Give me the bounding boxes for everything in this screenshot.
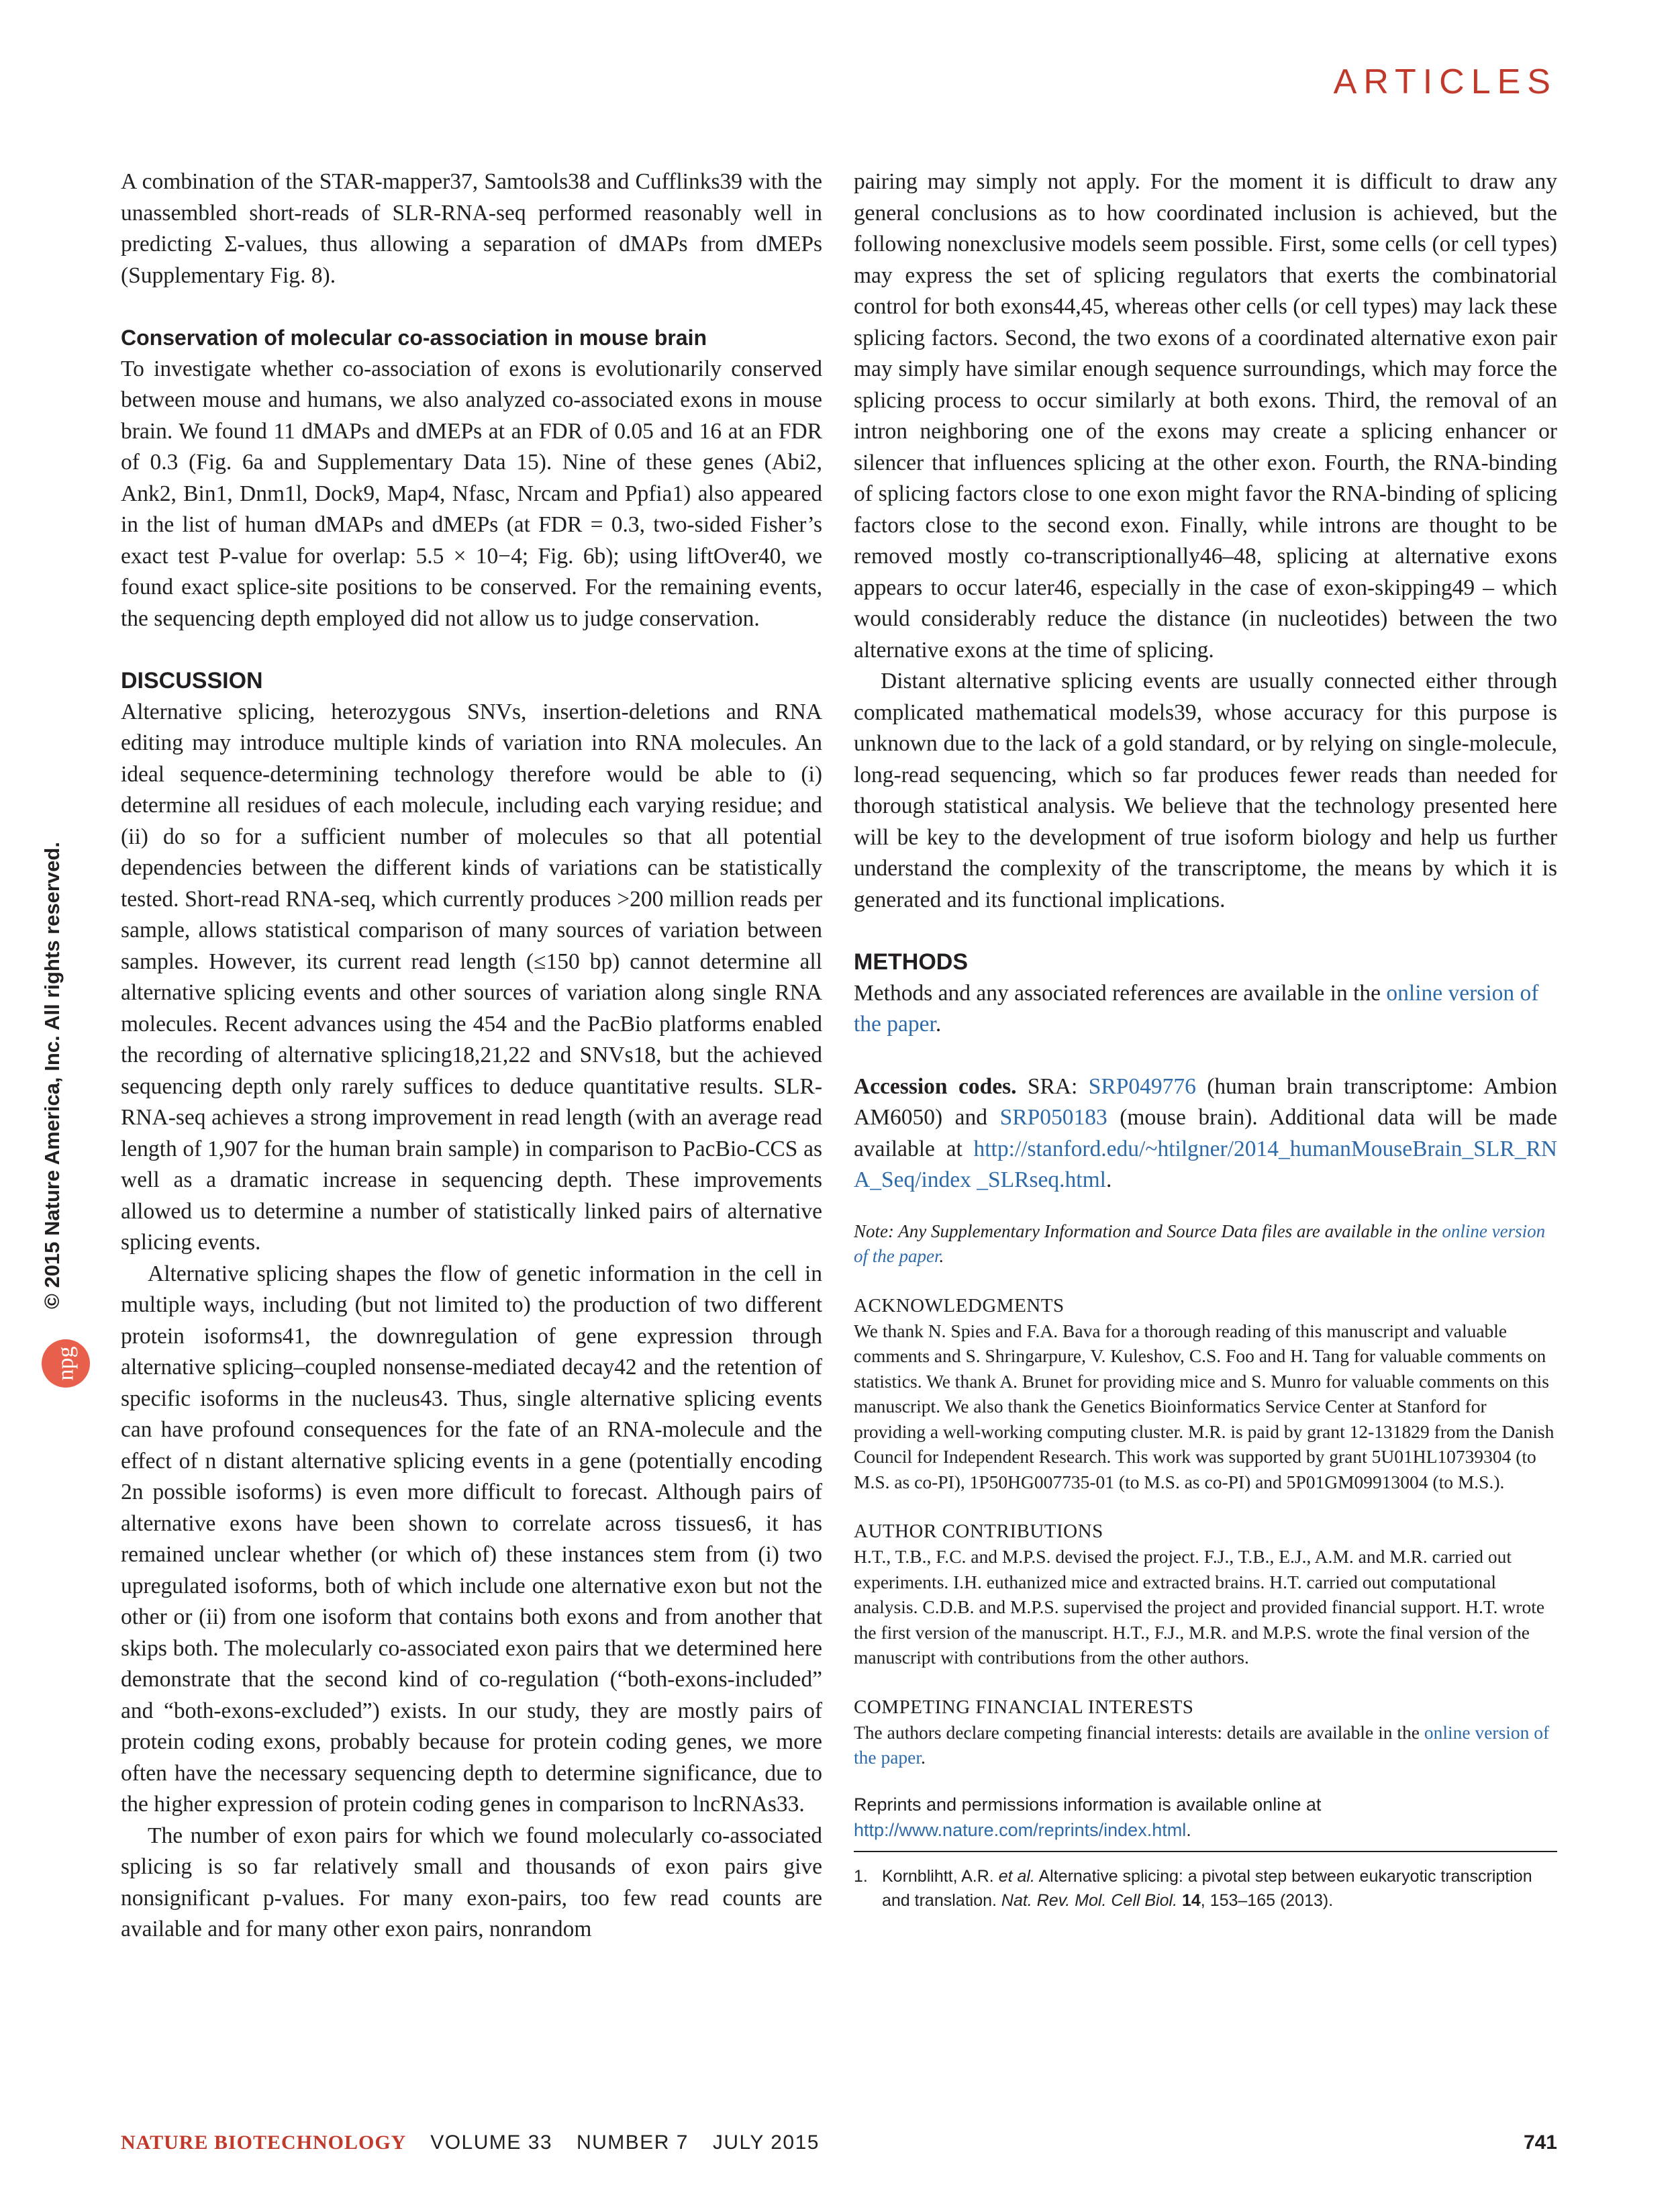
accession-sra: SRA: xyxy=(1027,1073,1078,1099)
reference-title: Alternative splicing: a pivotal step between eukaryotic transcription and translation. xyxy=(882,1866,1532,1910)
discussion-paragraph-3-continued: pairing may simply not apply. For the moment it is difficult to draw any general conclusions as to how coordinated inclusion is achieved, but the following nonexclusive models seem possible. First, some cells (or cell types) may express the set of splicing regulators that exerts the combinatorial control for both exons44,45, whereas other cells (or cell types) may lack these splicing factors. Second, the two exons of a coordinated alternative exon pair may simply have similar enough sequence surroundings, which may force the splicing process to occur similarly at both exons. Third, the removal of an intron neighboring one of the exons may create a splicing enhancer or silencer that influences splicing at the other exon. Fourth, the RNA-binding of splicing factors close to one exon might favor the RNA-binding of splicing factors close to the second exon. Finally, while introns are thought to be removed mostly co-transcriptionally46–48, splicing at alternative exons appears to occur later46, especially in the case of exon-skipping49 – which would considerably reduce the distance (in nucleotides) between the two alternative exons at the time of splicing. xyxy=(854,169,1557,663)
supplementary-note: Note: Any Supplementary Information and Source Data files are available in the online version of the paper. xyxy=(854,1220,1546,1266)
right-column xyxy=(854,166,1557,1913)
reference-journal: Nat. Rev. Mol. Cell Biol. xyxy=(1001,1890,1178,1910)
reference-authors: Kornblihtt, A.R. xyxy=(882,1866,994,1886)
accession-desc-human: (human brain transcriptome: Ambion AM6050) and xyxy=(854,1073,1558,1130)
references-divider xyxy=(854,1851,1557,1852)
copyright-notice: © 2015 Nature America, Inc. All rights reserved. xyxy=(40,842,64,1309)
author-contributions-heading: AUTHOR CONTRIBUTIONS xyxy=(854,1521,1103,1542)
accession-paragraph: Accession codes. SRA: SRP049776 (human brain transcriptome: Ambion AM6050) and SRP050183 (mouse brain). Additional data will be made available at http://stanford.edu/~htilgner/2014_humanMouseBrain_SLR_RNA_Seq/index _SLRseq.html. xyxy=(854,1073,1558,1192)
author-contributions-text: H.T., T.B., F.C. and M.P.S. devised the project. F.J., T.B., E.J., A.M. and M.R. carried out experiments. I.H. euthanized mice and extracted brains. H.T. carried out computational analysis. C.D.B. and M.P.S. supervised the project and provided financial support. H.T. wrote the first version of the manuscript. H.T., F.J., M.R. and M.P.S. wrote the final version of the manuscript with contributions from the other authors. xyxy=(854,1546,1545,1668)
npg-logo-text: npg xyxy=(53,1346,78,1381)
accession-data-url[interactable]: http://stanford.edu/~htilgner/2014_humanMouseBrain_SLR_RNA_Seq/index _SLRseq.html xyxy=(854,1136,1557,1192)
discussion-paragraph-1: Alternative splicing, heterozygous SNVs, insertion-deletions and RNA editing may introduce multiple kinds of variation into RNA molecules. An ideal sequence-determining technology therefore would be able to (i) determine all residues of each molecule, including each varying residue; and (ii) do so for a sufficient number of molecules so that all potential dependencies between the different kinds of variations can be statistically tested. Short-read RNA-seq, which currently produces >200 million reads per sample, allows statistical comparison of many sources of variation between samples. However, its current read length (≤150 bp) cannot determine all alternative splicing events and other sources of variation along single RNA molecules. Recent advances using the 454 and the PacBio platforms enabled the recording of alternative splicing18,21,22 and SNVs18, but the achieved sequencing depth only rarely suffices to deduce quantitative results. SLR-RNA-seq achieves a strong improvement in read length (with an average read length of 1,907 for the human brain sample) in comparison to PacBio-CCS as well as a dramatic increase in sequencing depth. These improvements allowed us to determine a number of statistically linked pairs of alternative splicing events. xyxy=(121,699,822,1255)
discussion-paragraph-4: Distant alternative splicing events are usually connected either through complicated mathematical models39, whose accuracy for this purpose is unknown due to the lack of a gold standard, or by relying on single-molecule, long-read sequencing, which so far produces fewer reads than needed for thorough statistical analysis. We believe that the technology presented here will be key to the development of true isoform biology and help us further understand the complexity of the transcriptome, the means by which it is generated and its functional implications. xyxy=(854,669,1557,912)
note-online-link[interactable]: online version of the paper xyxy=(854,1220,1546,1266)
npg-logo xyxy=(42,1339,90,1388)
accession-label: Accession codes. xyxy=(854,1073,1017,1099)
reprints-text: Reprints and permissions information is available online at xyxy=(854,1794,1322,1815)
reference-item xyxy=(854,1864,1557,1913)
note-text: Note: Any Supplementary Information and Source Data files are available in the xyxy=(854,1220,1438,1241)
reprints-link[interactable]: http://www.nature.com/reprints/index.html xyxy=(854,1819,1187,1840)
reference-etal: et al. xyxy=(998,1866,1035,1886)
competing-interests-paragraph: The authors declare competing financial interests: details are available in the online version of the paper. xyxy=(854,1721,1550,1768)
methods-online-link[interactable]: online version of the paper xyxy=(854,980,1539,1037)
discussion-paragraph-2: Alternative splicing shapes the flow of genetic information in the cell in multiple ways, including (but not limited to) the production of two different protein isoforms41, the downregulation of gene expression through alternative splicing–coupled nonsense-mediated decay42 and the retention of specific isoforms in the nucleus43. Thus, single alternative splicing events can have profound consequences for the fate of an RNA-molecule and the effect of n distant alternative splicing events in a gene (potentially encoding 2n possible isoforms) is even more difficult to forecast. Although pairs of alternative exons have been shown to correlate across tissues6, it has remained unclear whether (or which of) these instances stem from (i) two upregulated isoforms, both of which include one alternative exon but not the other or (ii) from one isoform that contains both exons and from another that skips both. The molecularly co-associated exon pairs that we determined here demonstrate that the second kind of co-regulation (“both-exons-included” and “both-exons-excluded”) exists. In our study, they are mostly pairs of protein coding exons, probably because for protein coding genes, we more often have the necessary sequencing depth to determine significance, due to the higher expression of protein coding genes in comparison to lncRNAs33. xyxy=(121,1261,822,1817)
competing-interests-heading: COMPETING FINANCIAL INTERESTS xyxy=(854,1696,1194,1718)
intro-paragraph: A combination of the STAR-mapper37, Samtools38 and Cufflinks39 with the unassembled short-reads of SLR-RNA-seq performed reasonably well in predicting Σ-values, thus allowing a separation of dMAPs from dMEPs (Supplementary Fig. 8). xyxy=(121,169,822,288)
page-number: 741 xyxy=(1523,2131,1557,2154)
conservation-heading: Conservation of molecular co-association in mouse brain xyxy=(121,326,707,350)
acknowledgments-heading: ACKNOWLEDGMENTS xyxy=(854,1294,1065,1316)
footer-journal: NATURE BIOTECHNOLOGY xyxy=(121,2131,407,2154)
accession-code-human[interactable]: SRP049776 xyxy=(1088,1073,1196,1099)
conservation-paragraph: To investigate whether co-association of exons is evolutionarily conserved between mouse and humans, we also analyzed co-associated exons in mouse brain. We found 11 dMAPs and dMEPs at an FDR of 0.05 and 16 at an FDR of 0.3 (Fig. 6a and Supplementary Data 15). Nine of these genes (Abi2, Ank2, Bin1, Dnm1l, Dock9, Map4, Nfasc, Nrcam and Ppfia1) also appeared in the list of human dMAPs and dMEPs (at FDR = 0.3, two-sided Fisher’s exact test P-value for overlap: 5.5 × 10−4; Fig. 6b); using liftOver40, we found exact splice-site positions to be conserved. For the remaining events, the sequencing depth employed did not allow us to judge conservation. xyxy=(121,356,822,631)
discussion-heading: DISCUSSION xyxy=(121,668,263,693)
footer-volume: VOLUME 33 xyxy=(430,2131,553,2154)
competing-text: The authors declare competing financial interests: details are available in the xyxy=(854,1721,1420,1743)
footer-date: JULY 2015 xyxy=(712,2131,820,2154)
methods-text: Methods and any associated references are available in the xyxy=(854,980,1381,1006)
methods-paragraph: Methods and any associated references are available in the online version of the paper. xyxy=(854,980,1539,1037)
accession-desc-mouse: (mouse brain). Additional data will be made available at xyxy=(854,1105,1557,1161)
acknowledgments-text: We thank N. Spies and F.A. Bava for a thorough reading of this manuscript and valuable comments and S. Shringarpure, V. Kuleshov, C.S. Foo and H. Tang for valuable comments on statistics. We thank A. Brunet for providing mice and S. Munro for valuable comments on this manuscript. We also thank the Genetics Bioinformatics Service Center at Stanford for providing a well-working computing cluster. M.R. is paid by grant 12-131829 from the Danish Council for Independent Research. This work was supported by grant 5U01HL10739304 (to M.S. as co-PI), 1P50HG007735-01 (to M.S. as co-PI) and 5P01GM09913004 (to M.S.). xyxy=(854,1320,1554,1492)
reference-text xyxy=(882,1864,1557,1913)
methods-heading: METHODS xyxy=(854,949,968,975)
footer-number: NUMBER 7 xyxy=(576,2131,689,2154)
left-column xyxy=(121,166,822,1945)
accession-code-mouse[interactable]: SRP050183 xyxy=(999,1105,1107,1130)
reprints-paragraph: Reprints and permissions information is available online at http://www.nature.com/reprints/index.html. xyxy=(854,1794,1322,1840)
page-footer xyxy=(121,2131,837,2154)
section-header: ARTICLES xyxy=(1333,62,1557,101)
competing-online-link[interactable]: online version of the paper xyxy=(854,1721,1550,1768)
discussion-paragraph-3: The number of exon pairs for which we found molecularly co-associated splicing is so far relatively small and thousands of exon pairs give nonsignificant p-values. For many exon-pairs, too few read counts are available and for many other exon pairs, nonrandom xyxy=(121,1823,822,1941)
reference-volume: 14 xyxy=(1181,1890,1201,1910)
reference-number: 1. xyxy=(854,1866,868,1886)
reference-pages: , 153–165 (2013). xyxy=(1200,1890,1334,1910)
